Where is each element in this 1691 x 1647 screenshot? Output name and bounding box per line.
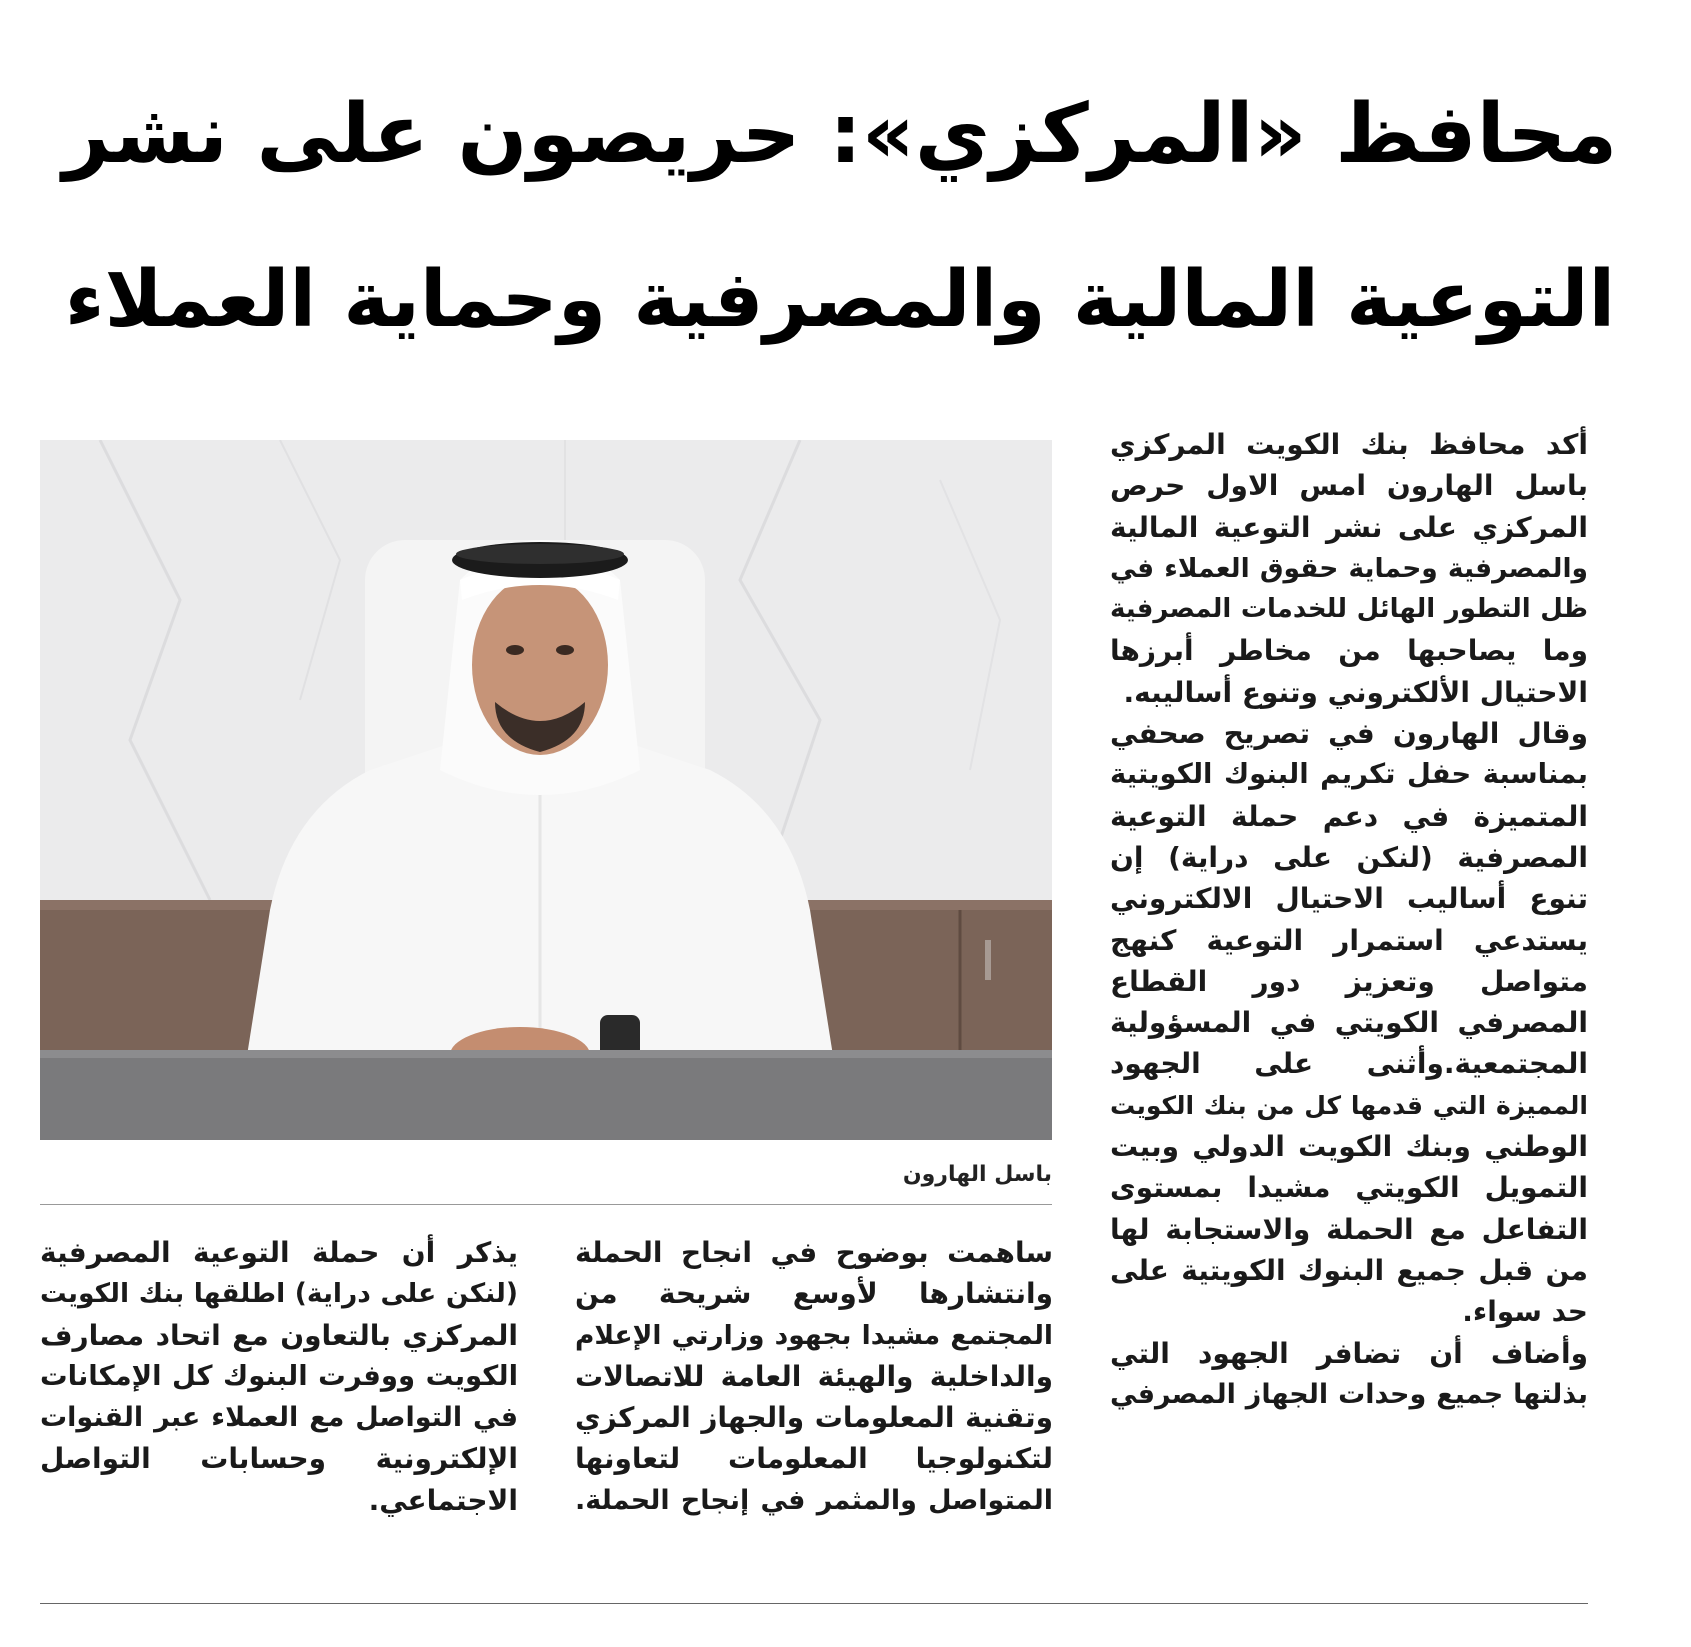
text-line: المركزي بالتعاون مع اتحاد مصارف bbox=[40, 1318, 518, 1352]
text-line: وقال الهارون في تصريح صحفي bbox=[1110, 717, 1588, 751]
text-line: المجتمعية.وأثنى على الجهود bbox=[1110, 1047, 1588, 1081]
text-line: ظل التطور الهائل للخدمات المصرفية bbox=[1110, 594, 1588, 625]
text-line: الكويت ووفرت البنوك كل الإمكانات bbox=[40, 1359, 518, 1392]
text-line: يذكر أن حملة التوعية المصرفية bbox=[40, 1236, 518, 1269]
headline-line-1: محافظ «المركزي»: حريصون على نشر bbox=[62, 87, 1618, 182]
text-line: وانتشارها لأوسع شريحة من bbox=[575, 1277, 1053, 1311]
text-line: في التواصل مع العملاء عبر القنوات bbox=[40, 1402, 518, 1434]
text-line: متواصل وتعزيز دور القطاع bbox=[1110, 964, 1588, 998]
text-line: لتكنولوجيا المعلومات لتعاونها bbox=[575, 1442, 1053, 1476]
text-line: التفاعل مع الحملة والاستجابة لها bbox=[1110, 1212, 1588, 1246]
text-line: من قبل جميع البنوك الكويتية على bbox=[1110, 1253, 1588, 1287]
text-line: والداخلية والهيئة العامة للاتصالات bbox=[575, 1359, 1053, 1393]
text-line: الوطني وبنك الكويت الدولي وبيت bbox=[1110, 1130, 1588, 1164]
text-line: وتقنية المعلومات والجهاز المركزي bbox=[575, 1401, 1053, 1435]
article-column-right bbox=[1110, 424, 1588, 1415]
text-line: المجتمع مشيدا بجهود وزارتي الإعلام bbox=[575, 1319, 1053, 1351]
portrait-photo bbox=[40, 440, 1052, 1140]
text-line: بمناسبة حفل تكريم البنوك الكويتية bbox=[1110, 758, 1588, 791]
text-line: المصرفي الكويتي في المسؤولية bbox=[1110, 1006, 1588, 1040]
text-line: أكد محافظ بنك الكويت المركزي bbox=[1110, 428, 1588, 461]
text-line: والمصرفية وحماية حقوق العملاء في bbox=[1110, 552, 1588, 584]
page-bottom-divider bbox=[40, 1603, 1588, 1604]
text-line: المميزة التي قدمها كل من بنك الكويت bbox=[1110, 1090, 1588, 1120]
text-line: ساهمت بوضوح في انجاح الحملة bbox=[575, 1236, 1053, 1269]
article-column-left bbox=[40, 1232, 518, 1521]
text-line: وما يصاحبها من مخاطر أبرزها bbox=[1110, 634, 1588, 668]
photo-caption: باسل الهارون bbox=[902, 1162, 1052, 1187]
text-line: تنوع أساليب الاحتيال الالكتروني bbox=[1110, 882, 1588, 916]
headline-line-2: التوعية المالية والمصرفية وحماية العملاء bbox=[64, 255, 1616, 345]
caption-divider bbox=[40, 1204, 1052, 1205]
text-line: التمويل الكويتي مشيدا بمستوى bbox=[1110, 1171, 1588, 1205]
text-line: المتميزة في دعم حملة التوعية bbox=[1110, 799, 1588, 833]
article-column-middle bbox=[575, 1232, 1053, 1521]
text-line: الاجتماعي. bbox=[368, 1483, 518, 1517]
text-line: باسل الهارون امس الاول حرص bbox=[1110, 469, 1588, 503]
text-line: بذلتها جميع وحدات الجهاز المصرفي bbox=[1110, 1378, 1588, 1410]
text-line: الاحتيال الألكتروني وتنوع أساليبه. bbox=[1123, 675, 1588, 709]
text-line: المتواصل والمثمر في إنجاح الحملة. bbox=[575, 1484, 1053, 1516]
text-line: المركزي على نشر التوعية المالية bbox=[1110, 510, 1588, 544]
text-line: حد سواء. bbox=[1462, 1295, 1588, 1329]
text-line: يستدعي استمرار التوعية كنهج bbox=[1110, 923, 1588, 957]
text-line: المصرفية (لنكن على دراية) إن bbox=[1110, 840, 1588, 874]
text-line: (لنكن على دراية) اطلقها بنك الكويت bbox=[40, 1278, 518, 1310]
text-line: الإلكترونية وحسابات التواصل bbox=[40, 1442, 518, 1476]
text-line: وأضاف أن تضافر الجهود التي bbox=[1110, 1336, 1588, 1370]
